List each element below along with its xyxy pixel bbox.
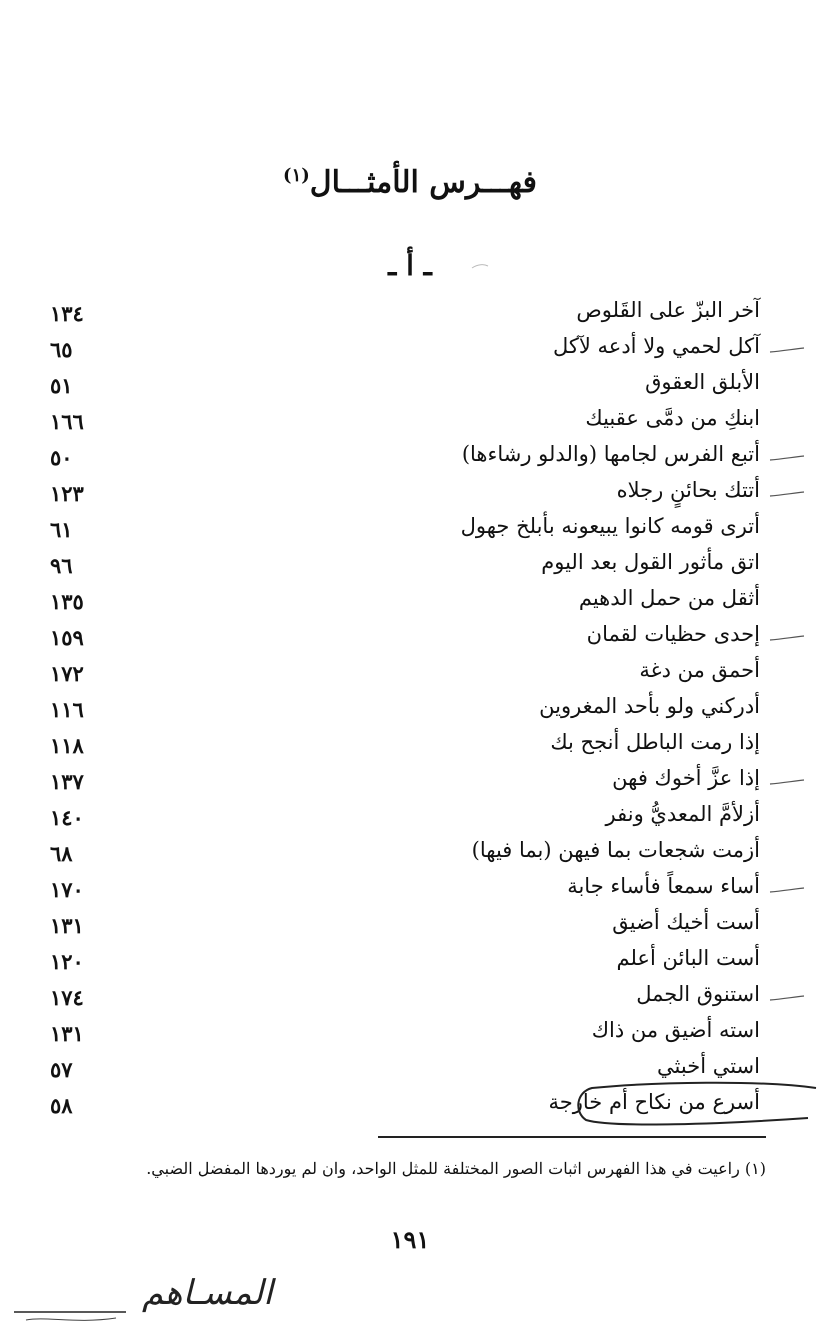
proverb-text: آكل لحمي ولا أدعه لآكل	[552, 334, 760, 358]
proverb-text: الأبلق العقوق	[645, 370, 760, 394]
proverb-text: إحدى حظيات لقمان	[586, 622, 760, 646]
page-reference: ٥٠	[50, 445, 73, 470]
proverb-text: أزمت شجعات بما فيهن (بما فيها)	[471, 838, 760, 862]
index-entry	[0, 292, 828, 328]
page-reference: ٥٨	[50, 1093, 73, 1118]
proverb-text: آخر البزّ على القَلوص	[576, 298, 760, 322]
index-entry	[0, 544, 828, 580]
proverb-text: إذا عزَّ أخوك فهن	[612, 766, 760, 790]
proverb-text: إذا رمت الباطل أنجح بك	[550, 730, 760, 754]
index-entry	[0, 940, 828, 976]
proverb-text: أست البائن أعلم	[616, 946, 760, 970]
index-entry	[0, 688, 828, 724]
page-title	[200, 152, 620, 207]
index-entry	[0, 472, 828, 508]
index-entry	[0, 904, 828, 940]
index-entry	[0, 724, 828, 760]
proverb-text: أدركني ولو بأحد المغروين	[539, 694, 760, 718]
page-reference: ١١٦	[50, 697, 84, 722]
svg-text:المسـاهم: المسـاهم	[142, 1273, 273, 1313]
proverb-text: أست أخيك أضيق	[612, 910, 760, 934]
page-reference: ١٤٠	[50, 805, 84, 830]
page-reference: ١٣١	[50, 1021, 84, 1046]
index-entry	[0, 1012, 828, 1048]
index-entry	[0, 796, 828, 832]
page-reference: ١٧٠	[50, 877, 84, 902]
proverb-text: أترى قومه كانوا يبيعونه بأبلخ جهول	[460, 514, 760, 538]
page-reference: ١٥٩	[50, 625, 84, 650]
title-footnote-marker: (١)	[283, 165, 310, 186]
page-reference: ١٢٣	[50, 481, 84, 506]
pencil-tick-mark	[766, 778, 806, 786]
proverb-text: أثقل من حمل الدهيم	[578, 586, 760, 610]
proverb-text: استنوق الجمل	[636, 982, 760, 1006]
page-reference: ٥١	[50, 373, 73, 398]
page-reference: ٦٥	[50, 337, 73, 362]
proverb-text: ابنكِ من دمَّى عقبيك	[585, 406, 760, 430]
pencil-tick-mark	[766, 454, 806, 462]
index-entry	[0, 832, 828, 868]
pencil-circle-annotation	[572, 1078, 820, 1126]
pencil-tick-mark	[766, 634, 806, 642]
footnote: (١) راعيت في هذا الفهرس اثبات الصور المختلفة للمثل الواحد، وان لم يوردها المفضل الضبي.	[146, 1159, 766, 1178]
page-reference: ١٧٤	[50, 985, 84, 1010]
page-reference: ١٦٦	[50, 409, 84, 434]
proverb-text: أتبع الفرس لجامها (والدلو رشاءها)	[461, 442, 760, 466]
proverb-text: أزلأمَّ المعديُّ ونفر	[605, 802, 760, 826]
index-entry	[0, 436, 828, 472]
page-reference: ١٣٤	[50, 301, 84, 326]
index-entry	[0, 508, 828, 544]
index-entry	[0, 328, 828, 364]
index-entry	[0, 616, 828, 652]
index-entry	[0, 652, 828, 688]
page-reference: ٦١	[50, 517, 73, 542]
page-number: ١٩١	[390, 1225, 430, 1254]
title-text: فهـــرس الأمثـــال	[309, 165, 537, 200]
footnote-divider	[378, 1136, 766, 1138]
proverb-text: أساء سمعاً فأساء جابة	[567, 874, 760, 898]
pencil-tick-mark	[766, 886, 806, 894]
index-entry	[0, 760, 828, 796]
page-reference: ١٣١	[50, 913, 84, 938]
index-entry	[0, 400, 828, 436]
proverb-text: استه أضيق من ذاك	[591, 1018, 760, 1042]
proverb-text: اتق مأثور القول بعد اليوم	[541, 550, 760, 574]
page-reference: ١٣٧	[50, 769, 84, 794]
page-reference: ٩٦	[50, 553, 73, 578]
proverb-text: أتتك بحائنٍ رجلاه	[616, 478, 760, 502]
index-entry	[0, 364, 828, 400]
proverb-index-list	[0, 292, 828, 1120]
page-reference: ١٢٠	[50, 949, 84, 974]
proverb-text: استي أخبثي	[657, 1054, 760, 1078]
page-reference: ١٧٢	[50, 661, 84, 686]
page-reference: ٥٧	[50, 1057, 73, 1082]
pencil-tick-mark	[766, 994, 806, 1002]
index-entry	[0, 580, 828, 616]
library-stamp-logo	[6, 1258, 273, 1332]
pencil-tick-mark	[766, 346, 806, 354]
pencil-tick-mark	[766, 490, 806, 498]
index-entry	[0, 868, 828, 904]
page-reference: ١٣٥	[50, 589, 84, 614]
section-letter-heading: ـ أ ـ	[388, 249, 432, 282]
proverb-text: أسرع من نكاح أم خارجة	[548, 1090, 760, 1114]
index-entry	[0, 976, 828, 1012]
page-reference: ٦٨	[50, 841, 73, 866]
proverb-text: أحمق من دغة	[639, 658, 760, 682]
scan-speck	[470, 262, 490, 270]
page-reference: ١١٨	[50, 733, 84, 758]
